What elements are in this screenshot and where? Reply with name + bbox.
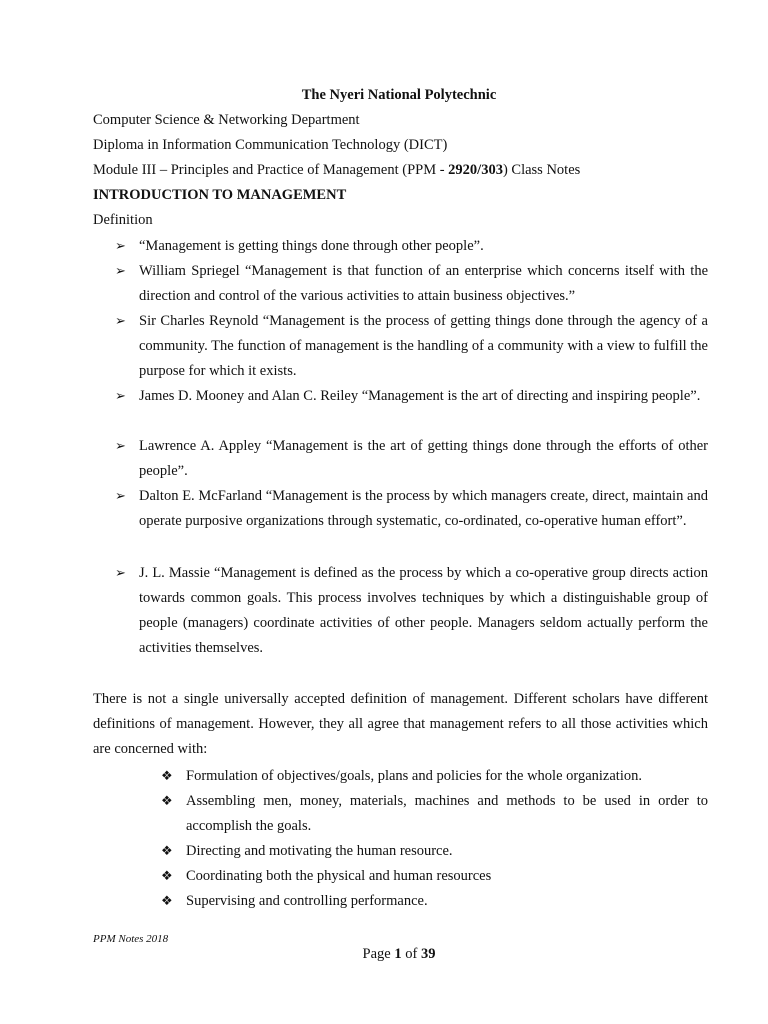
arrow-bullet-icon: ➢ <box>115 566 126 581</box>
arrow-bullet-icon: ➢ <box>115 489 126 504</box>
activity-text: Assembling men, money, materials, machines and methods to be used in order to accomplish the goals. <box>186 793 708 834</box>
definition-text: William Spriegel “Management is that function of an enterprise which concerns itself with the direction and control of the various activities to attain business objectives.” <box>139 263 708 304</box>
page-current: 1 <box>394 946 402 962</box>
arrow-bullet-icon: ➢ <box>115 239 126 254</box>
page-of: of <box>401 946 421 962</box>
definition-text: Sir Charles Reynold “Management is the process of getting things done through the agency of a community. The function of management is the handling of a community with a view to fulfill the purpose for which it exists. <box>139 313 708 379</box>
document-title: The Nyeri National Polytechnic <box>301 87 497 103</box>
arrow-bullet-icon: ➢ <box>115 389 126 404</box>
module-prefix: Module III – Principles and Practice of Management (PPM - <box>93 162 449 178</box>
definition-text: Dalton E. McFarland “Management is the process by which managers create, direct, maintain and operate purposive organizations through systematic, co-ordinated, co-operative human effort”. <box>139 488 708 529</box>
arrow-bullet-icon: ➢ <box>115 314 126 329</box>
page-number <box>0 946 768 963</box>
activity-text: Coordinating both the physical and human resources <box>186 868 492 884</box>
diamond-bullet-icon: ❖ <box>161 844 173 859</box>
definition-text: James D. Mooney and Alan C. Reiley “Management is the art of directing and inspiring people”. <box>139 388 701 404</box>
diamond-bullet-icon: ❖ <box>161 794 173 809</box>
diploma-line: Diploma in Information Communication Technology (DICT) <box>93 137 448 153</box>
activity-text: Formulation of objectives/goals, plans and policies for the whole organization. <box>186 768 642 784</box>
page-word: Page <box>362 946 395 962</box>
body-paragraph: There is not a single universally accepted definition of management. Different scholars have different definitions of management. However, they all agree that management refers to all those activities which are concerned with: <box>93 691 708 757</box>
department-line: Computer Science & Networking Department <box>93 112 360 128</box>
footer-notes-label: PPM Notes 2018 <box>93 933 169 945</box>
section-heading: INTRODUCTION TO MANAGEMENT <box>93 187 347 203</box>
arrow-bullet-icon: ➢ <box>115 439 126 454</box>
module-line <box>93 162 580 179</box>
activity-text: Directing and motivating the human resource. <box>186 843 453 859</box>
page-total: 39 <box>420 946 436 962</box>
module-suffix: ) Class Notes <box>502 162 581 178</box>
arrow-bullet-icon: ➢ <box>115 264 126 279</box>
diamond-bullet-icon: ❖ <box>161 894 173 909</box>
diamond-bullet-icon: ❖ <box>161 769 173 784</box>
activity-text: Supervising and controlling performance. <box>186 893 428 909</box>
definition-text: Lawrence A. Appley “Management is the art of getting things done through the efforts of other people”. <box>139 438 708 479</box>
section-subheading: Definition <box>93 212 153 228</box>
module-code: 2920/303 <box>448 162 503 178</box>
definition-text: “Management is getting things done through other people”. <box>139 238 484 254</box>
definition-text: J. L. Massie “Management is defined as the process by which a co-operative group directs action towards common goals. This process involves techniques by which a distinguishable group of people (managers) coordinate activities of other people. Managers seldom actually perform the activities themselves. <box>139 565 708 656</box>
diamond-bullet-icon: ❖ <box>161 869 173 884</box>
